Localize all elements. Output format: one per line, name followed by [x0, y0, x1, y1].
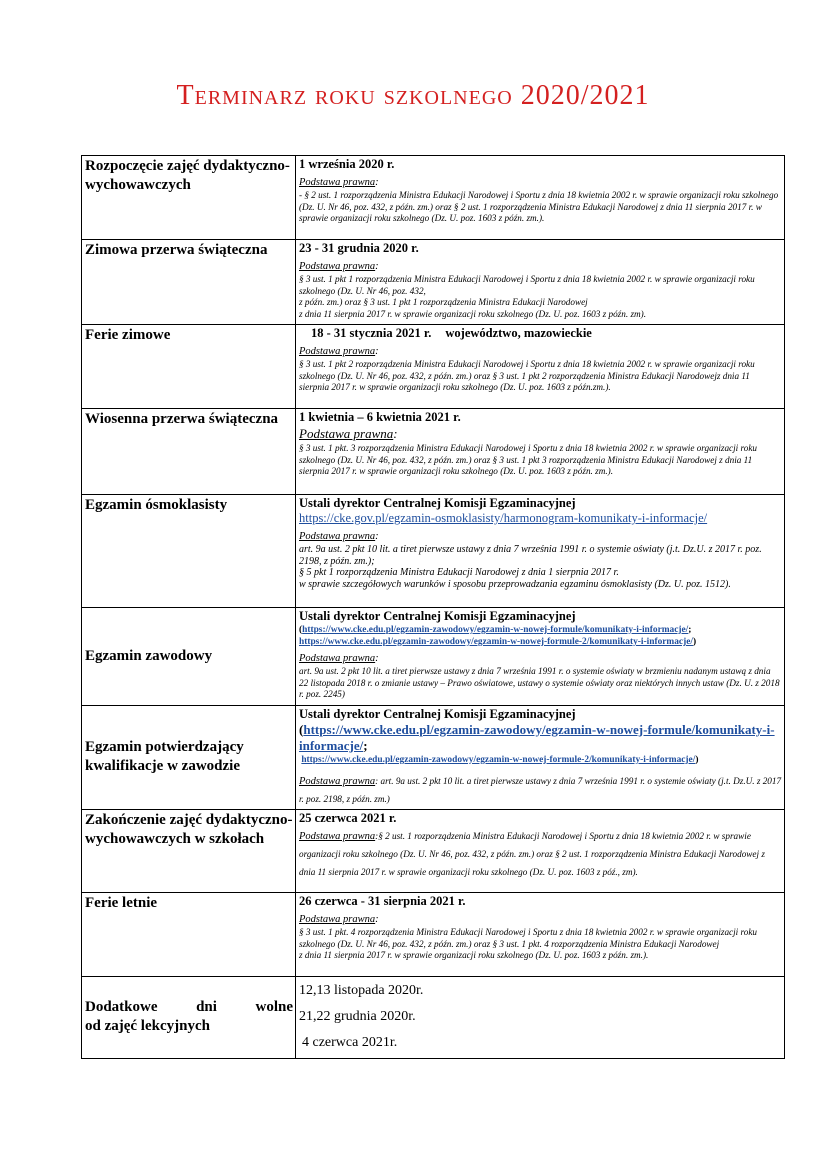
date-line: [299, 326, 782, 341]
cke-link[interactable]: https://www.cke.edu.pl/egzamin-zawodowy/egzamin-w-nowej-formule/komunikaty-i-informacje/: [302, 625, 689, 635]
row-label-line-2: od zajęć lekcyjnych: [85, 1018, 210, 1034]
table-row: [82, 608, 785, 706]
legal-text: § 3 ust. 1 pkt 1 rozporządzenia Ministra Edukacji Narodowej i Sportu z dnia 18 kwietnia 2002 r. w sprawie organizacji roku szkolnego (Dz. U. Nr 46, poz. 432,: [299, 274, 755, 296]
schedule-table: [81, 155, 785, 1059]
row-label: Ferie letnie: [82, 893, 296, 977]
legal-basis-label: Podstawa prawna: [299, 426, 394, 441]
date-text: 1 września 2020 r.: [299, 157, 395, 171]
row-value: [296, 810, 785, 893]
legal-text: § 3 ust. 1 pkt. 4 rozporządzenia Ministra Edukacji Narodowej i Sportu z dnia 18 kwietnia 2002 r. w sprawie organizacji roku szkolnego (Dz. U. Nr 46, poz. 432, z późn. zm.) oraz § 3 ust. 1 pkt. 4 rozporządzenia Ministra Edukacji Narodowej: [299, 927, 758, 949]
legal-text-3: w sprawie szczegółowych warunków i sposobu przeprowadzania egzaminu ósmoklasisty (Dz. U. poz. 1512).: [299, 578, 731, 590]
row-value: 1 kwietnia – 6 kwietnia 2021 r. Podstawa prawna: § 3 ust. 1 pkt. 3 rozporządzenia Ministra Edukacji Narodowej i Sportu z dnia 18 kwietnia 2002 r. w sprawie organizacji roku szkolnego (Dz. U. Nr 46, poz. 432, z późn. zm.) oraz § 3 ust. 1 pkt 3 rozporządzenia Ministra Edukacji Narodowej z dnia 11 sierpnia 2017 r. w sprawie organizacji roku szkolnego (Dz. U. poz. 1603 z późn. zm.).: [296, 409, 785, 495]
table-row: [82, 706, 785, 810]
row-label: Egzamin potwierdzający kwalifikacje w zawodzie: [82, 706, 296, 810]
region-text: województwo, mazowieckie: [445, 326, 592, 340]
table-row: [82, 977, 785, 1059]
table-row: [82, 810, 785, 893]
legal-text-3: z dnia 11 sierpnia 2017 r. w sprawie organizacji roku szkolnego (Dz. U. poz. 1603 z późn. zm).: [299, 308, 647, 319]
date-text: Ustali dyrektor Centralnej Komisji Egzaminacyjnej: [299, 707, 576, 721]
legal-text: § 3 ust. 1 pkt 2 rozporządzenia Ministra Edukacji Narodowej i Sportu z dnia 18 kwietnia 2002 r. w sprawie organizacji roku szkolnego (Dz. U. Nr 46, poz. 432, z późn. zm.) oraz § 3 ust. 1 pkt 2 rozporządzenia Ministra Edukacji Narodowejz dnia 11 sierpnia 2017 r. w sprawie organizacji roku szkolnego (Dz. U. poz. 1603 z późn.zm.).: [299, 359, 755, 393]
row-label-line-1: Dodatkowe dni wolne: [85, 999, 293, 1015]
legal-basis-label: Podstawa prawna: [299, 261, 376, 272]
row-value: 23 - 31 grudnia 2020 r. Podstawa prawna: § 3 ust. 1 pkt 1 rozporządzenia Ministra Edukacji Narodowej i Sportu z dnia 18 kwietnia 2002 r. w sprawie organizacji roku szkolnego (Dz. U. Nr 46, poz. 432, z późn. zm.) oraz § 3 ust. 1 pkt 1 rozporządzenia Ministra Edukacji Narodowej z dnia 11 sierpnia 2017 r. w sprawie organizacji roku szkolnego (Dz. U. poz. 1603 z późn. zm).: [296, 240, 785, 325]
row-label: Egzamin zawodowy: [82, 608, 296, 706]
row-label: Ferie zimowe: [82, 325, 296, 409]
extra-day: 21,22 grudnia 2020r.: [299, 1009, 416, 1024]
row-value: [296, 977, 785, 1059]
row-value: 26 czerwca - 31 sierpnia 2021 r. Podstawa prawna: § 3 ust. 1 pkt. 4 rozporządzenia Ministra Edukacji Narodowej i Sportu z dnia 18 kwietnia 2002 r. w sprawie organizacji roku szkolnego (Dz. U. Nr 46, poz. 432, z późn. zm.) oraz § 3 ust. 1 pkt. 4 rozporządzenia Ministra Edukacji Narodowej z dnia 11 sierpnia 2017 r. w sprawie organizacji roku szkolnego (Dz. U. poz. 1603 z późn. zm.).: [296, 893, 785, 977]
legal-basis-label: Podstawa prawna: [299, 831, 376, 842]
extra-day: 12,13 listopada 2020r.: [299, 983, 424, 998]
legal-text: art. 9a ust. 2 pkt 10 lit. a tiret pierwsze ustawy z dnia 7 września 1991 r. o systemie oświaty w brzmieniu nadanym ustawą z dnia 22 listopada 2018 r. o zmianie ustawy – Prawo oświatowe, ustawy o systemie oświaty oraz niektórych innych ustaw (Dz. U. z 2018 r. poz. 2245): [299, 666, 780, 700]
legal-text-2: z dnia 11 sierpnia 2017 r. w sprawie organizacji roku szkolnego (Dz. U. poz. 1603 z późn. zm.).: [299, 950, 649, 961]
row-label: Wiosenna przerwa świąteczna: [82, 409, 296, 495]
date-text: 1 kwietnia – 6 kwietnia 2021 r.: [299, 410, 461, 424]
row-value: Ustali dyrektor Centralnej Komisji Egzaminacyjnej https://cke.gov.pl/egzamin-osmoklasisty/harmonogram-komunikaty-i-informacje/ Podstawa prawna: art. 9a ust. 2 pkt 10 lit. a tiret pierwsze ustawy z dnia 7 września 1991 r. o systemie oświaty (j.t. Dz.U. z 2017 r. poz. 2198, z późn. zm.); § 5 pkt 1 rozporządzenia Ministra Edukacji Narodowej z dnia 1 sierpnia 2017 r. w sprawie szczegółowych warunków i sposobu przeprowadzania egzaminu ósmoklasisty (Dz. U. poz. 1512).: [296, 495, 785, 608]
row-label: Zimowa przerwa świąteczna: [82, 240, 296, 325]
row-value: 1 września 2020 r. Podstawa prawna: - § 2 ust. 1 rozporządzenia Ministra Edukacji Narodowej i Sportu z dnia 18 kwietnia 2002 r. w sprawie organizacji roku szkolnego (Dz. U. Nr 46, poz. 432, z późn. zm.) oraz § 2 ust. 1 rozporządzenia Ministra Edukacji Narodowej z dnia 11 sierpnia 2017 r. w sprawie organizacji roku szkolnego (Dz. U. poz. 1603 z późn. zm.).: [296, 156, 785, 240]
date-text: Ustali dyrektor Centralnej Komisji Egzaminacyjnej: [299, 496, 576, 510]
row-value: Ustali dyrektor Centralnej Komisji Egzaminacyjnej (https://www.cke.edu.pl/egzamin-zawodowy/egzamin-w-nowej-formule/komunikaty-i-informacje/; https://www.cke.edu.pl/egzamin-zawodowy/egzamin-w-nowej-formule-2/komunikaty-i-informacje/) Podstawa prawna: art. 9a ust. 2 pkt 10 lit. a tiret pierwsze ustawy z dnia 7 września 1991 r. o systemie oświaty (j.t. Dz.U. z 2017 r. poz. 2198, z późn. zm.): [296, 706, 785, 810]
legal-basis-label: Podstawa prawna: [299, 776, 376, 787]
legal-text-2: § 5 pkt 1 rozporządzenia Ministra Edukacji Narodowej z dnia 1 sierpnia 2017 r.: [299, 567, 619, 579]
table-row: [82, 325, 785, 409]
date-text: 23 - 31 grudnia 2020 r.: [299, 241, 419, 255]
legal-text-2: z późn. zm.) oraz § 3 ust. 1 pkt 1 rozporządzenia Ministra Edukacji Narodowej: [299, 297, 588, 308]
table-row: [82, 893, 785, 977]
legal-basis-label: Podstawa prawna: [299, 531, 376, 542]
date-text: 18 - 31 stycznia 2021 r.: [311, 326, 432, 340]
legal-text: :§ 2 ust. 1 rozporządzenia Ministra Edukacji Narodowej i Sportu z dnia 18 kwietnia 2002 r. w sprawie organizacji roku szkolnego (Dz. U. Nr 46, poz. 432, z późn. zm.) oraz § 2 ust. 1 rozporządzenia Ministra Edukacji Narodowej z dnia 11 sierpnia 2017 r. w sprawie organizacji roku szkolnego (Dz. U. poz. 1603 z póź., zm).: [299, 831, 765, 877]
row-label: [82, 156, 296, 240]
cke-link[interactable]: https://cke.gov.pl/egzamin-osmoklasisty/harmonogram-komunikaty-i-informacje/: [299, 511, 708, 525]
row-label: [82, 977, 296, 1059]
table-row: [82, 240, 785, 325]
row-value: Ustali dyrektor Centralnej Komisji Egzaminacyjnej (https://www.cke.edu.pl/egzamin-zawodowy/egzamin-w-nowej-formule/komunikaty-i-informacje/; https://www.cke.edu.pl/egzamin-zawodowy/egzamin-w-nowej-formule-2/komunikaty-i-informacje/) Podstawa prawna: art. 9a ust. 2 pkt 10 lit. a tiret pierwsze ustawy z dnia 7 września 1991 r. o systemie oświaty w brzmieniu nadanym ustawą z dnia 22 listopada 2018 r. o zmianie ustawy – Prawo oświatowe, ustawy o systemie oświaty oraz niektórych innych ustaw (Dz. U. z 2018 r. poz. 2245): [296, 608, 785, 706]
legal-basis-label: Podstawa prawna: [299, 914, 376, 925]
row-label: Zakończenie zajęć dydaktyczno-wychowawczych w szkołach: [82, 810, 296, 893]
table-row: [82, 409, 785, 495]
row-label: Egzamin ósmoklasisty: [82, 495, 296, 608]
extra-day: 4 czerwca 2021r.: [302, 1035, 398, 1050]
legal-basis-label: Podstawa prawna: [299, 177, 376, 188]
page-title: Terminarz roku szkolnego 2020/2021: [176, 80, 650, 111]
table-row: [82, 495, 785, 608]
legal-basis-label: Podstawa prawna: [299, 346, 376, 357]
legal-text: § 3 ust. 1 pkt. 3 rozporządzenia Ministra Edukacji Narodowej i Sportu z dnia 18 kwietnia 2002 r. w sprawie organizacji roku szkolnego (Dz. U. Nr 46, poz. 432, z późn. zm.) oraz § 3 ust. 1 pkt 3 rozporządzenia Ministra Edukacji Narodowej z dnia 11 sierpnia 2017 r. w sprawie organizacji roku szkolnego (Dz. U. poz. 1603 z późn. zm.).: [299, 443, 758, 477]
legal-text: - § 2 ust. 1 rozporządzenia Ministra Edukacji Narodowej i Sportu z dnia 18 kwietnia 2002 r. w sprawie organizacji roku szkolnego (Dz. U. Nr 46, poz. 432, z późn. zm.) oraz § 2 ust. 1 rozporządzenia Ministra Edukacji Narodowej z dnia 11 sierpnia 2017 r. w sprawie organizacji roku szkolnego (Dz. U. poz. 1603 z późn. zm.).: [299, 190, 779, 224]
legal-text: art. 9a ust. 2 pkt 10 lit. a tiret pierwsze ustawy z dnia 7 września 1991 r. o systemie oświaty (j.t. Dz.U. z 2017 r. poz. 2198, z późn. zm.);: [299, 544, 762, 567]
row-value: 18 - 31 stycznia 2021 r. województwo, mazowieckie Podstawa prawna: § 3 ust. 1 pkt 2 rozporządzenia Ministra Edukacji Narodowej i Sportu z dnia 18 kwietnia 2002 r. w sprawie organizacji roku szkolnego (Dz. U. Nr 46, poz. 432, z późn. zm.) oraz § 3 ust. 1 pkt 2 rozporządzenia Ministra Edukacji Narodowejz dnia 11 sierpnia 2017 r. w sprawie organizacji roku szkolnego (Dz. U. poz. 1603 z późn.zm.).: [296, 325, 785, 409]
legal-text: : art. 9a ust. 2 pkt 10 lit. a tiret pierwsze ustawy z dnia 7 września 1991 r. o systemie oświaty (j.t. Dz.U. z 2017 r. poz. 2198, z późn. zm.): [299, 776, 782, 804]
date-text: 26 czerwca - 31 sierpnia 2021 r.: [299, 894, 466, 908]
table-row: [82, 156, 785, 240]
row-label-text: Rozpoczęcie zajęć dydaktyczno-wychowawczych: [85, 158, 290, 193]
cke-link[interactable]: https://www.cke.edu.pl/egzamin-zawodowy/egzamin-w-nowej-formule/komunikaty-i-informacje/: [299, 722, 775, 753]
date-text: Ustali dyrektor Centralnej Komisji Egzaminacyjnej: [299, 609, 576, 623]
date-text: 25 czerwca 2021 r.: [299, 811, 397, 825]
cke-link-2[interactable]: https://www.cke.edu.pl/egzamin-zawodowy/egzamin-w-nowej-formule-2/komunikaty-i-informacje/: [301, 755, 696, 765]
legal-basis-label: Podstawa prawna: [299, 653, 376, 664]
cke-link-2[interactable]: https://www.cke.edu.pl/egzamin-zawodowy/egzamin-w-nowej-formule-2/komunikaty-i-informacje/: [299, 637, 693, 647]
